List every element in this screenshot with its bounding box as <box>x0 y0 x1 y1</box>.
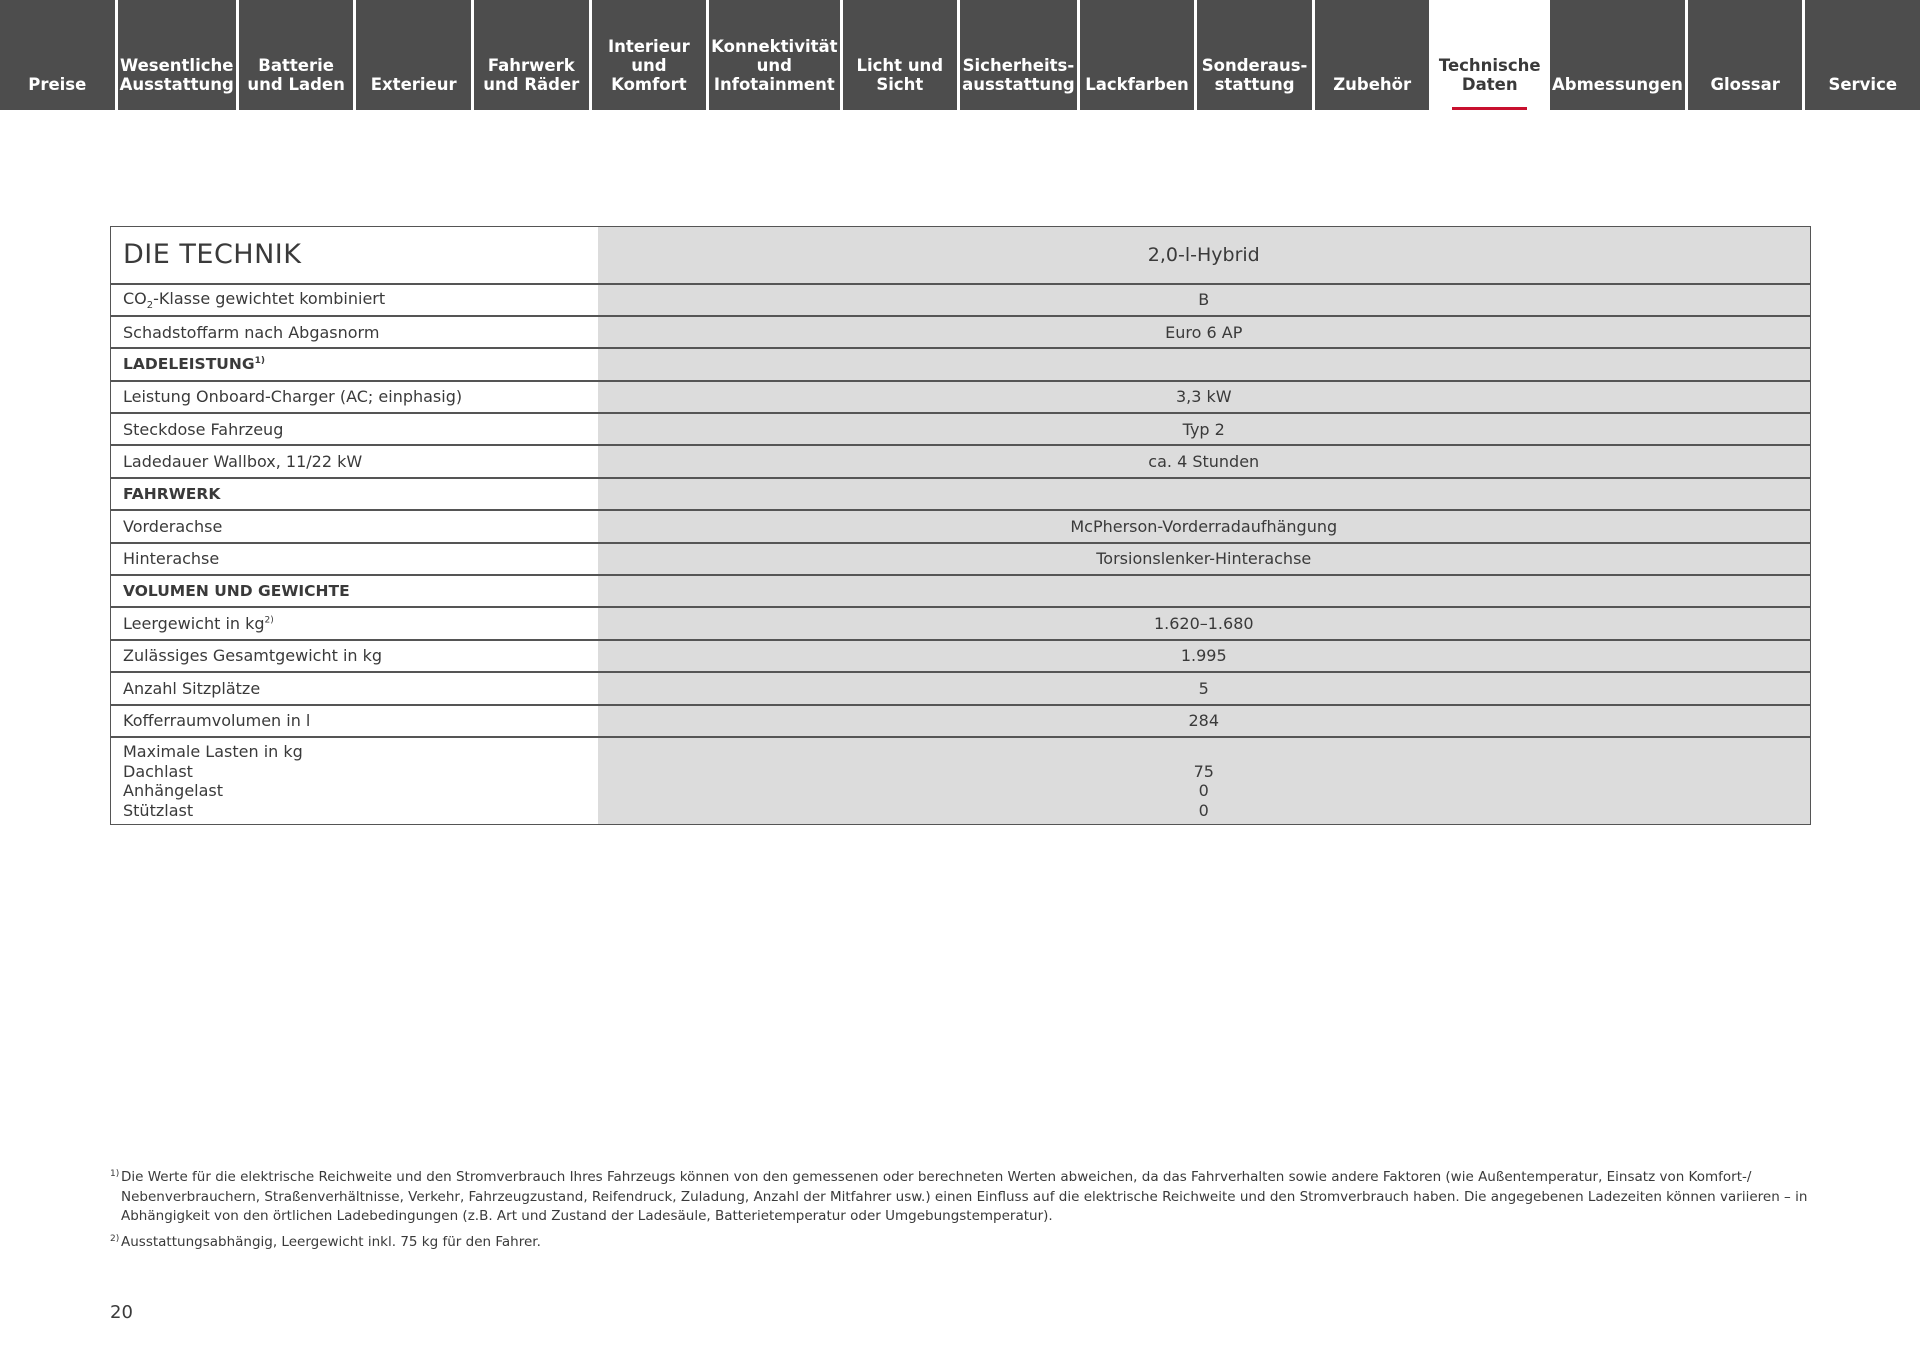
table-row <box>111 640 1811 672</box>
row-label-curb-weight: Leergewicht in $kg^{2)}$ <box>111 607 598 639</box>
table-row <box>111 316 1811 348</box>
tab-service[interactable]: Service <box>1805 0 1920 110</box>
section-value-empty <box>598 575 1811 607</box>
footnote-mark: 2) <box>110 1233 120 1244</box>
row-value-rear-axle: Torsionslenker-Hinterachse <box>598 543 1811 575</box>
table-row <box>111 284 1811 316</box>
tab-wesentliche-ausstattung[interactable]: Wesentliche Ausstattung <box>118 0 236 110</box>
row-label-wallbox: Ladedauer Wallbox, 11/22 kW <box>111 445 598 477</box>
row-label-max-loads: Maximale Lasten in kg Dachlast Anhängelast Stützlast <box>111 737 598 825</box>
footnote-text: Ausstattungsabhängig, Leergewicht inkl. 75 kg für den Fahrer. <box>121 1233 541 1250</box>
row-label-socket: Steckdose Fahrzeug <box>111 413 598 445</box>
table-row <box>111 737 1811 825</box>
row-label-gross-weight: Zulässiges Gesamtgewicht in kg <box>111 640 598 672</box>
section-value-empty <box>598 478 1811 510</box>
footnote <box>110 1233 1810 1253</box>
tab-exterieur[interactable]: Exterieur <box>356 0 471 110</box>
row-value-trunk-volume: 284 <box>598 705 1811 737</box>
section-row-ladeleistung <box>111 348 1811 380</box>
row-value-front-axle: McPherson-Vorderradaufhängung <box>598 510 1811 542</box>
tab-interieur-und-komfort[interactable]: Interieur und Komfort <box>592 0 707 110</box>
row-label-trunk-volume: Kofferraumvolumen in l <box>111 705 598 737</box>
section-row-volumen-und-gewichte <box>111 575 1811 607</box>
tab-technische-daten[interactable]: Technische Daten <box>1432 0 1547 110</box>
section-row-fahrwerk <box>111 478 1811 510</box>
tab-lackfarben[interactable]: Lackfarben <box>1080 0 1195 110</box>
row-label-front-axle: Vorderachse <box>111 510 598 542</box>
footnote-text: Die Werte für die elektrische Reichweite und den Stromverbrauch Ihres Fahrzeugs können von den gemessenen oder berechneten Werten abweichen, da das Fahrverhalten sowie andere Faktoren (wie Außentemperatur, Einsatz von Komfort-/ Nebenverbrauchern, Straßenverhältnisse, Verkehr, Fahrzeugzustand, Reifendruck, Zuladung, Anzahl der Mitfahrer usw.) einen Einfluss auf die elektrische Reichweite und den Stromverbrauch haben. Die angegebenen Ladezeiten können variieren – in Abhängigkeit von den örtlichen Ladebedingungen (z.B. Art und Zustand der Ladesäule, Batterietemperatur oder Umgebungstemperatur). <box>121 1169 1808 1224</box>
table-row <box>111 543 1811 575</box>
tab-batterie-und-laden[interactable]: Batterie und Laden <box>239 0 354 110</box>
section-tab-bar <box>0 0 1920 110</box>
footnotes <box>110 1168 1810 1258</box>
table-header-row <box>111 227 1811 284</box>
table-row <box>111 672 1811 704</box>
row-label-emission-standard: Schadstoffarm nach Abgasnorm <box>111 316 598 348</box>
table-row <box>111 607 1811 639</box>
section-title-ladeleistung: LADELEISTUNG$^{1)}$ <box>111 348 598 380</box>
spec-table <box>110 226 1811 825</box>
row-label-rear-axle: Hinterachse <box>111 543 598 575</box>
tab-fahrwerk-und-raeder[interactable]: Fahrwerk und Räder <box>474 0 589 110</box>
table-row <box>111 413 1811 445</box>
tab-konnektivitaet-und-infotainment[interactable]: Konnektivität und Infotainment <box>709 0 839 110</box>
row-value-gross-weight: 1.995 <box>598 640 1811 672</box>
row-value-onboard-charger: 3,3 kW <box>598 381 1811 413</box>
row-value-socket: Typ 2 <box>598 413 1811 445</box>
row-value-emission-standard: Euro 6 AP <box>598 316 1811 348</box>
tab-zubehoer[interactable]: Zubehör <box>1315 0 1430 110</box>
row-label-co2-class: $CO_2$-Klasse gewichtet kombiniert <box>111 284 598 316</box>
column-header-engine: 2,0-l-Hybrid <box>598 227 1811 284</box>
page-number: 20 <box>110 1302 133 1323</box>
row-value-co2-class: B <box>598 284 1811 316</box>
tab-preise[interactable]: Preise <box>0 0 115 110</box>
footnote-mark: 1) <box>110 1169 120 1179</box>
row-label-seats: Anzahl Sitzplätze <box>111 672 598 704</box>
footnote <box>110 1168 1810 1227</box>
tab-licht-und-sicht[interactable]: Licht und Sicht <box>843 0 958 110</box>
table-row <box>111 510 1811 542</box>
table-title: DIE TECHNIK <box>111 227 598 284</box>
row-label-onboard-charger: Leistung Onboard-Charger (AC; einphasig) <box>111 381 598 413</box>
row-value-seats: 5 <box>598 672 1811 704</box>
tab-sicherheitsausstattung[interactable]: Sicherheits- ausstattung <box>960 0 1077 110</box>
tab-sonderausstattung[interactable]: Sonderaus- stattung <box>1197 0 1312 110</box>
section-title-fahrwerk: FAHRWERK <box>111 478 598 510</box>
row-value-wallbox: ca. 4 Stunden <box>598 445 1811 477</box>
section-title-volumen-und-gewichte: VOLUMEN UND GEWICHTE <box>111 575 598 607</box>
tab-glossar[interactable]: Glossar <box>1688 0 1803 110</box>
row-value-curb-weight: 1.620–1.680 <box>598 607 1811 639</box>
table-row <box>111 381 1811 413</box>
tab-abmessungen[interactable]: Abmessungen <box>1550 0 1685 110</box>
row-value-max-loads: 75 0 0 <box>598 737 1811 825</box>
table-row <box>111 445 1811 477</box>
section-value-empty <box>598 348 1811 380</box>
table-row <box>111 705 1811 737</box>
